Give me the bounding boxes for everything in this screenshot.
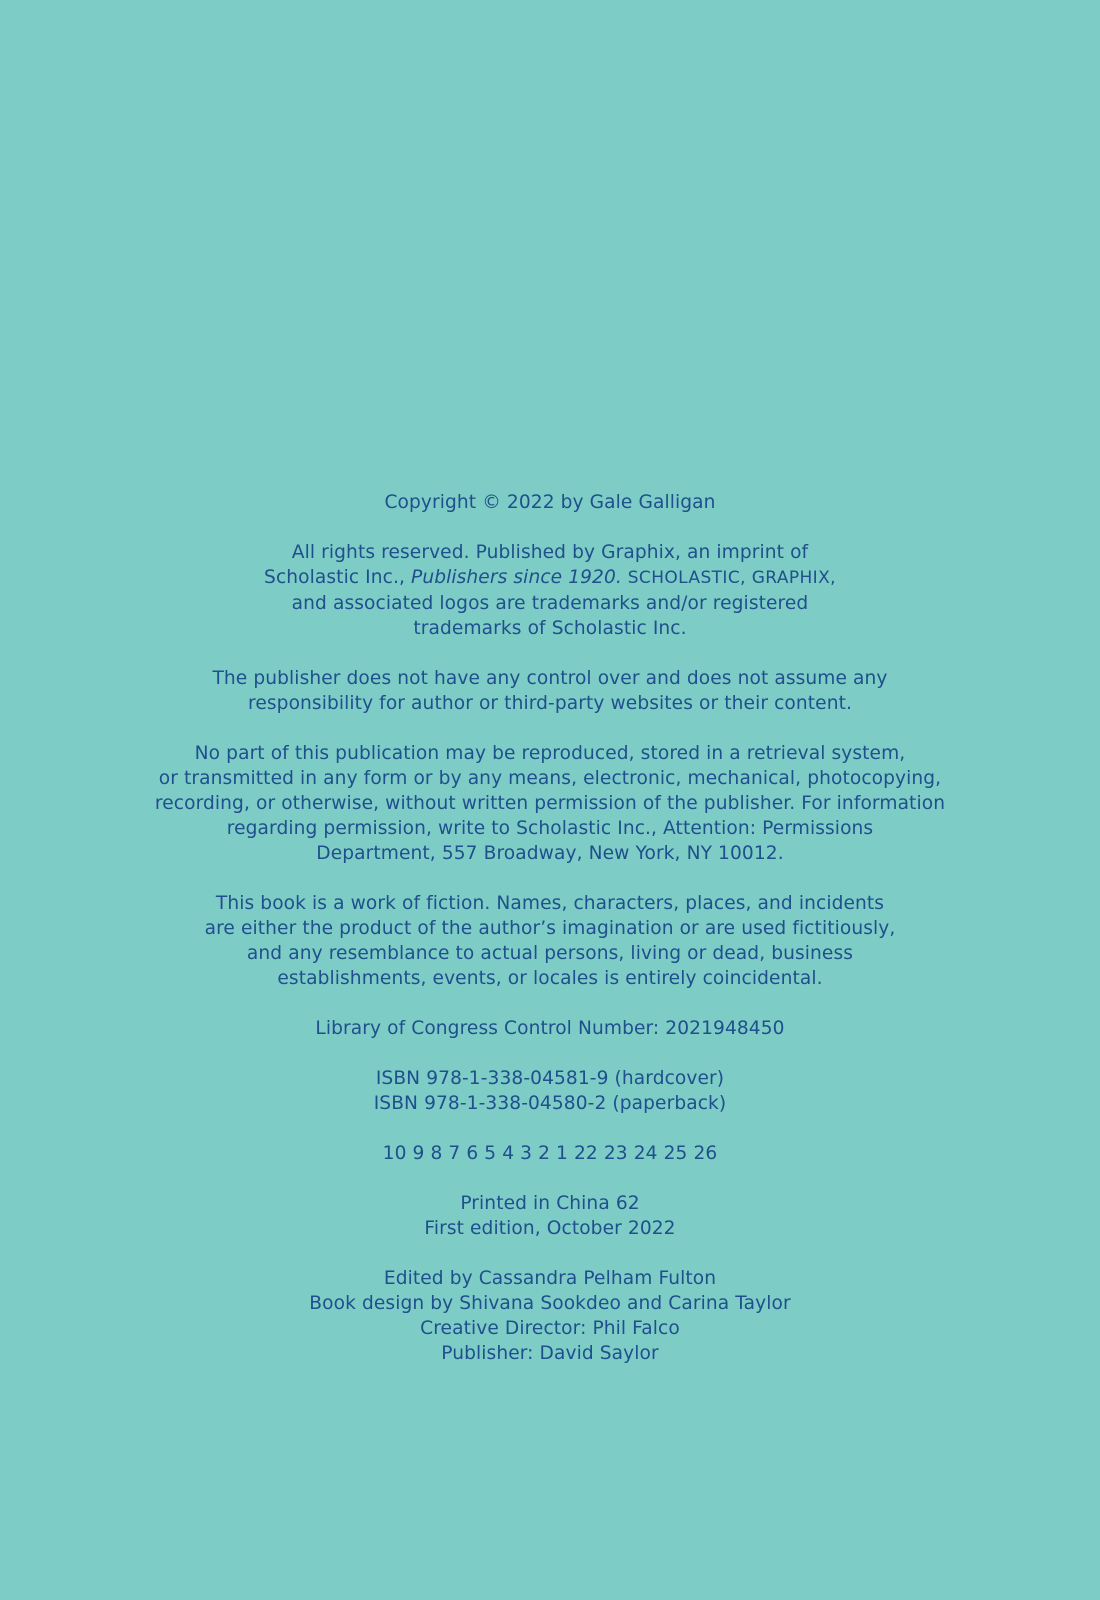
isbn-paperback: ISBN 978-1-338-04580-2 (paperback) bbox=[373, 1093, 727, 1114]
printline-paragraph bbox=[0, 1141, 1100, 1166]
fiction-line-4: establishments, events, or locales is entirely coincidental. bbox=[277, 968, 823, 989]
printed-paragraph bbox=[0, 1191, 1100, 1241]
fiction-paragraph bbox=[0, 891, 1100, 991]
rights-line-2-caps: SCHOLASTIC, GRAPHIX, bbox=[621, 568, 836, 588]
reproduction-line-3: recording, or otherwise, without written permission of the publisher. For information bbox=[154, 793, 946, 814]
credit-creative: Creative Director: Phil Falco bbox=[420, 1318, 680, 1339]
fiction-line-2: are either the product of the author’s imagination or are used fictitiously, bbox=[204, 918, 896, 939]
rights-line-4: trademarks of Scholastic Inc. bbox=[413, 618, 687, 639]
isbn-paragraph bbox=[0, 1066, 1100, 1116]
reproduction-line-5: Department, 557 Broadway, New York, NY 10012. bbox=[316, 843, 784, 864]
loc-number: Library of Congress Control Number: 2021948450 bbox=[315, 1018, 785, 1039]
copyright-line: Copyright © 2022 by Gale Galligan bbox=[384, 492, 716, 513]
control-line-2: responsibility for author or third-party websites or their content. bbox=[248, 693, 852, 714]
rights-line-2 bbox=[0, 565, 1100, 591]
fiction-line-1: This book is a work of fiction. Names, characters, places, and incidents bbox=[215, 893, 885, 914]
credits-paragraph bbox=[0, 1266, 1100, 1366]
copyright-block bbox=[0, 490, 1100, 1391]
rights-line-1: All rights reserved. Published by Graphix, an imprint of bbox=[291, 542, 809, 563]
copyright-notice bbox=[0, 490, 1100, 515]
reproduction-line-4: regarding permission, write to Scholastic Inc., Attention: Permissions bbox=[226, 818, 874, 839]
credit-editor: Edited by Cassandra Pelham Fulton bbox=[383, 1268, 717, 1289]
reproduction-paragraph bbox=[0, 741, 1100, 866]
credit-publisher: Publisher: David Saylor bbox=[441, 1343, 659, 1364]
reproduction-line-2: or transmitted in any form or by any means, electronic, mechanical, photocopying, bbox=[158, 768, 942, 789]
first-edition: First edition, October 2022 bbox=[424, 1218, 676, 1239]
fiction-line-3: and any resemblance to actual persons, living or dead, business bbox=[246, 943, 854, 964]
loc-paragraph bbox=[0, 1016, 1100, 1041]
reproduction-line-1: No part of this publication may be reproduced, stored in a retrieval system, bbox=[194, 743, 906, 764]
control-line-1: The publisher does not have any control over and does not assume any bbox=[212, 668, 888, 689]
rights-line-2-pre: Scholastic Inc., bbox=[264, 567, 411, 588]
printed-in: Printed in China 62 bbox=[460, 1193, 640, 1214]
credit-design: Book design by Shivana Sookdeo and Carina Taylor bbox=[309, 1293, 791, 1314]
rights-line-2-italic: Publishers since 1920. bbox=[411, 567, 622, 588]
rights-paragraph bbox=[0, 540, 1100, 641]
print-line: 10 9 8 7 6 5 4 3 2 1 22 23 24 25 26 bbox=[382, 1143, 718, 1164]
rights-line-3: and associated logos are trademarks and/or registered bbox=[291, 593, 809, 614]
isbn-hardcover: ISBN 978-1-338-04581-9 (hardcover) bbox=[375, 1068, 725, 1089]
control-paragraph bbox=[0, 666, 1100, 716]
